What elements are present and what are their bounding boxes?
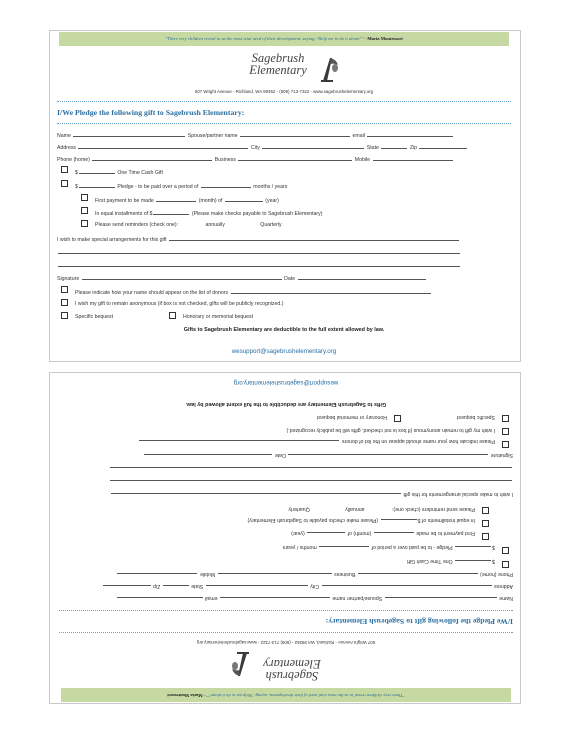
date-field[interactable]: [144, 454, 272, 460]
school-address: 507 Wright Avenue - Richland, WA 99352 - (509) 713-7322 - www.sagebrushelementary.org: [196, 640, 376, 645]
divider: [59, 610, 513, 611]
email-field[interactable]: [367, 131, 453, 137]
first-payment-year-field[interactable]: [225, 196, 263, 202]
cash-gift-row: $ One Time Cash Gift: [407, 558, 495, 564]
reminders-row: Please send reminders (check one): annually Quarterly: [288, 506, 475, 512]
school-name: Sagebrush Elementary: [263, 657, 321, 683]
installment-amount-field[interactable]: [381, 519, 417, 525]
special-arrangements-line: [109, 478, 513, 486]
lamp-icon: [319, 55, 341, 83]
pledge-form-copy-upright: [49, 30, 521, 362]
reminders-checkbox[interactable]: [81, 220, 88, 227]
signature-field[interactable]: [288, 454, 488, 460]
first-payment-month-field[interactable]: [374, 532, 414, 538]
city-field[interactable]: [262, 143, 364, 149]
honorary-bequest-label: Honorary or memorial bequest: [316, 414, 387, 420]
school-address: 507 Wright Avenue - Richland, WA 99352 - (509) 713-7322 - www.sagebrushelementary.org: [194, 89, 374, 94]
donor-name-field[interactable]: [231, 288, 431, 294]
pledge-amount-field[interactable]: [455, 546, 491, 552]
donor-list-row: Please indicate how your name should appear on the list of donors: [75, 288, 432, 296]
reminders-checkbox[interactable]: [482, 507, 489, 514]
cash-gift-checkbox[interactable]: [61, 166, 68, 173]
zip-field[interactable]: [103, 585, 151, 591]
quote-text: "There very children reveal to us the most vital need of their development, saying: 'Help me to do it alone!'": [206, 693, 405, 698]
divider: [57, 101, 511, 102]
installments-checkbox[interactable]: [482, 520, 489, 527]
deductible-note: Gifts to Sagebrush Elementary are deductible to the full extent allowed by law.: [183, 327, 385, 333]
reminder-option-quarterly[interactable]: Quarterly: [260, 222, 282, 228]
donor-list-checkbox[interactable]: [61, 286, 68, 293]
honorary-bequest-checkbox[interactable]: [169, 312, 176, 319]
specific-bequest-checkbox[interactable]: [502, 415, 509, 422]
mobile-phone-field[interactable]: [373, 155, 453, 161]
address-row: Address City State Zip: [57, 143, 468, 151]
city-field[interactable]: [206, 585, 308, 591]
installments-row: In equal installments of $ (Please make checks payable to Sagebrush Elementary): [95, 211, 323, 217]
quote-banner: [61, 688, 511, 702]
cash-gift-amount-field[interactable]: [455, 560, 491, 566]
deductible-note: Gifts to Sagebrush Elementary are deductible to the full extent allowed by law.: [185, 401, 387, 407]
divider: [57, 123, 511, 124]
donor-name-field[interactable]: [139, 440, 339, 446]
phone-row: Phone (home) Business Mobile: [57, 155, 454, 163]
signature-row: Signature Date: [143, 452, 513, 460]
anonymous-row: I wish my gift to remain anonymous (if box is not checked, gifts will be publicly recognized.): [286, 427, 495, 433]
pledge-amount-field[interactable]: [79, 182, 115, 188]
reminder-option-annually[interactable]: annually: [205, 222, 225, 228]
pledge-checkbox[interactable]: [502, 547, 509, 554]
special-arrangements-field[interactable]: [111, 493, 401, 499]
installments-checkbox[interactable]: [81, 207, 88, 214]
quote-author: - Maria Montessori: [167, 693, 207, 698]
anonymous-checkbox[interactable]: [502, 428, 509, 435]
zip-field[interactable]: [419, 143, 467, 149]
home-phone-field[interactable]: [92, 155, 212, 161]
name-field[interactable]: [73, 131, 185, 137]
name-field[interactable]: [385, 597, 497, 603]
anonymous-row: I wish my gift to remain anonymous (if box is not checked, gifts will be publicly recognized.): [75, 301, 284, 307]
honorary-bequest-label: Honorary or memorial bequest: [183, 314, 254, 320]
anonymous-checkbox[interactable]: [61, 299, 68, 306]
divider: [59, 632, 513, 633]
cash-gift-checkbox[interactable]: [502, 561, 509, 568]
support-email-link[interactable]: wesupport@sagebrushelementary.org: [233, 379, 339, 386]
donor-list-checkbox[interactable]: [502, 441, 509, 448]
first-payment-checkbox[interactable]: [81, 194, 88, 201]
cash-gift-amount-field[interactable]: [79, 168, 115, 174]
state-field[interactable]: [381, 143, 407, 149]
special-arrangements-field-3[interactable]: [58, 261, 460, 267]
reminder-option-annually[interactable]: annually: [345, 506, 365, 512]
reminder-option-quarterly[interactable]: Quarterly: [288, 506, 310, 512]
pledge-form-copy-inverted: [49, 372, 521, 704]
pledge-checkbox[interactable]: [61, 180, 68, 187]
name-row: Name Spouse/partner name email: [57, 131, 454, 139]
pledge-row: $ Pledge - to be paid over a period of months / years: [75, 184, 288, 190]
special-arrangements-row: I wish to make special arrangements for this gift: [110, 491, 513, 499]
pledge-period-field[interactable]: [201, 182, 251, 188]
reminders-row: Please send reminders (check one): annually Quarterly: [95, 222, 282, 228]
business-phone-field[interactable]: [238, 155, 352, 161]
spouse-name-field[interactable]: [220, 597, 330, 603]
first-payment-row: First payment to be made (month) of (year): [291, 530, 475, 536]
mobile-phone-field[interactable]: [118, 573, 198, 579]
form-heading: I/We Pledge the following gift to Sagebrush Elementary:: [325, 617, 513, 626]
support-email-link[interactable]: wesupport@sagebrushelementary.org: [231, 348, 337, 355]
pledge-row: $ Pledge - to be paid over a period of months / years: [282, 544, 495, 550]
cash-gift-row: $ One Time Cash Gift: [75, 170, 163, 176]
quote-banner: [59, 32, 509, 46]
name-row: Name Spouse/partner name email: [116, 595, 513, 603]
school-logo: [237, 52, 367, 84]
specific-bequest-label: Specific bequest: [75, 314, 114, 320]
pledge-period-field[interactable]: [319, 546, 369, 552]
specific-bequest-label: Specific bequest: [456, 414, 495, 420]
special-arrangements-line: [57, 261, 461, 269]
home-phone-field[interactable]: [358, 573, 478, 579]
date-field[interactable]: [298, 274, 426, 280]
installment-amount-field[interactable]: [153, 209, 189, 215]
first-payment-year-field[interactable]: [307, 532, 345, 538]
special-arrangements-field-2[interactable]: [58, 248, 460, 254]
address-row: Address City State Zip: [102, 583, 513, 591]
signature-field[interactable]: [82, 274, 282, 280]
quote-text: "There very children reveal to us the most vital need of their development, saying: 'Help me to do it alone!'": [165, 36, 364, 41]
school-name: Sagebrush Elementary: [249, 51, 307, 77]
quote-author: - Maria Montessori: [363, 36, 403, 41]
business-phone-field[interactable]: [218, 573, 332, 579]
special-arrangements-field-2[interactable]: [110, 480, 512, 486]
state-field[interactable]: [163, 585, 189, 591]
special-arrangements-field-3[interactable]: [110, 467, 512, 473]
first-payment-row: First payment to be made (month) of (year): [95, 198, 279, 204]
address-field[interactable]: [78, 143, 248, 149]
first-payment-month-field[interactable]: [156, 196, 196, 202]
email-field[interactable]: [117, 597, 203, 603]
signature-row: Signature Date: [57, 274, 427, 282]
spouse-name-field[interactable]: [240, 131, 350, 137]
donor-list-row: Please indicate how your name should appear on the list of donors: [138, 438, 495, 446]
school-logo: [203, 650, 333, 682]
phone-row: Phone (home) Business Mobile: [117, 571, 514, 579]
installments-row: In equal installments of $ (Please make checks payable to Sagebrush Elementary): [247, 517, 475, 523]
specific-bequest-checkbox[interactable]: [61, 312, 68, 319]
honorary-bequest-checkbox[interactable]: [394, 415, 401, 422]
special-arrangements-row: I wish to make special arrangements for this gift: [57, 235, 460, 243]
first-payment-checkbox[interactable]: [482, 533, 489, 540]
lamp-icon: [229, 651, 251, 679]
special-arrangements-field[interactable]: [169, 235, 459, 241]
special-arrangements-line: [109, 465, 513, 473]
address-field[interactable]: [322, 585, 492, 591]
special-arrangements-line: [57, 248, 461, 256]
form-heading: I/We Pledge the following gift to Sagebrush Elementary:: [57, 108, 245, 117]
